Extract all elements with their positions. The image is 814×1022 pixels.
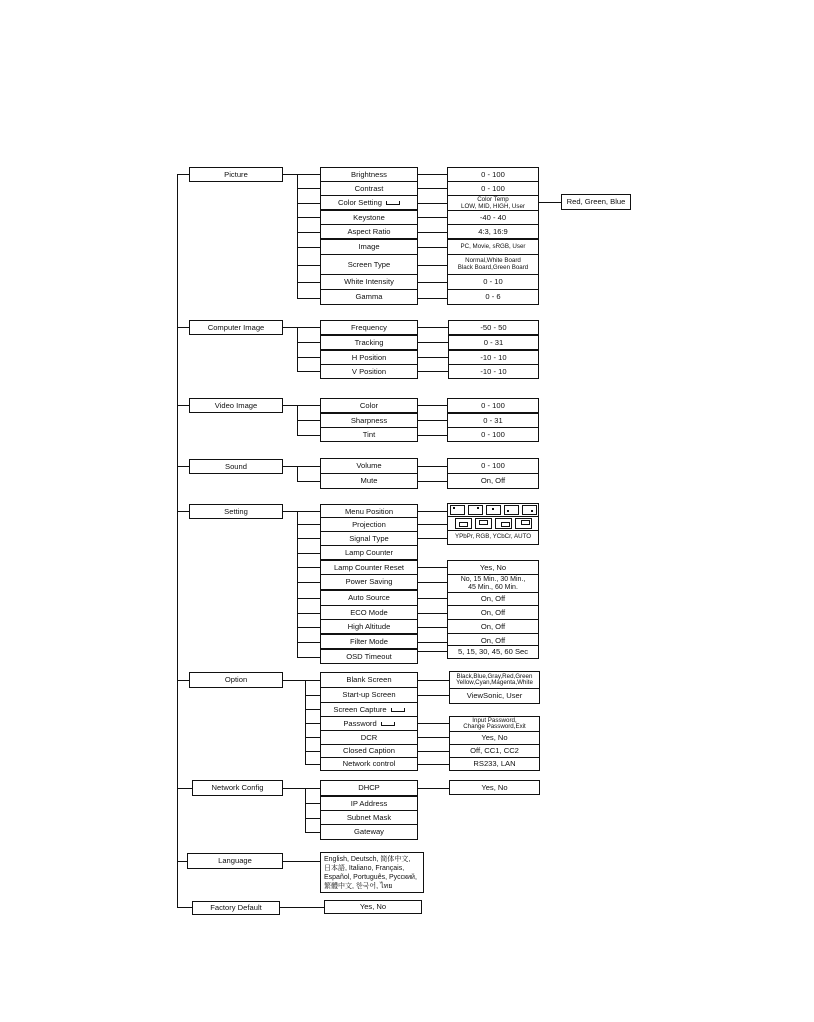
connector — [418, 481, 447, 482]
value-startup-screen: ViewSonic, User — [449, 688, 540, 704]
menu-option[interactable]: Option — [189, 672, 283, 688]
menu-item-eco-mode[interactable]: ECO Mode — [320, 605, 418, 620]
value-lamp-counter-reset: Yes, No — [447, 560, 539, 575]
connector — [297, 420, 320, 421]
connector — [418, 232, 447, 233]
connector — [283, 405, 297, 406]
menu-item-subnet-mask[interactable]: Subnet Mask — [320, 810, 418, 825]
connector — [418, 751, 449, 752]
connector — [177, 174, 189, 175]
menu-position-top-right-icon — [468, 505, 483, 515]
menu-item-image[interactable]: Image — [320, 239, 418, 255]
connector — [297, 265, 320, 266]
menu-item-dcr[interactable]: DCR — [320, 730, 418, 745]
connector — [297, 511, 320, 512]
branch-line — [297, 174, 298, 298]
connector — [305, 818, 320, 819]
connector — [177, 405, 189, 406]
main-trunk-line — [177, 174, 178, 908]
connector — [305, 680, 320, 681]
connector — [297, 188, 320, 189]
menu-item-password[interactable]: Password — [320, 716, 418, 731]
menu-position-bottom-right-icon — [522, 505, 537, 515]
connector — [418, 737, 449, 738]
connector — [297, 435, 320, 436]
connector — [297, 642, 320, 643]
connector — [297, 342, 320, 343]
connector — [539, 202, 561, 203]
connector — [418, 613, 447, 614]
value-signal-type: YPbPr, RGB, YCbCr, AUTO — [447, 530, 539, 545]
connector — [305, 832, 320, 833]
menu-position-top-left-icon — [450, 505, 465, 515]
value-filter-mode: On, Off — [447, 633, 539, 648]
connector — [297, 524, 320, 525]
connector — [418, 342, 448, 343]
connector — [283, 174, 297, 175]
connector — [177, 907, 192, 908]
connector — [297, 598, 320, 599]
connector — [297, 327, 320, 328]
projection-front-ceiling-icon — [475, 518, 492, 529]
connector — [305, 695, 320, 696]
connector — [418, 642, 447, 643]
menu-item-frequency[interactable]: Frequency — [320, 320, 418, 335]
value-keystone: -40 - 40 — [447, 210, 539, 225]
connector — [297, 405, 320, 406]
connector — [418, 174, 447, 175]
connector — [297, 371, 320, 372]
connector — [418, 538, 447, 539]
value-color-temp-user: Red, Green, Blue — [561, 194, 631, 210]
value-gamma: 0 - 6 — [447, 289, 539, 305]
menu-item-lamp-counter[interactable]: Lamp Counter — [320, 545, 418, 560]
connector — [418, 435, 447, 436]
value-auto-source: On, Off — [447, 592, 539, 606]
connector — [418, 567, 447, 568]
menu-item-aspect-ratio[interactable]: Aspect Ratio — [320, 224, 418, 239]
connector — [418, 265, 447, 266]
value-password: Input Password, Change Password,Exit — [449, 716, 540, 732]
value-h-position: -10 - 10 — [448, 350, 539, 365]
menu-item-blank-screen[interactable]: Blank Screen — [320, 672, 418, 688]
menu-item-ip-address[interactable]: IP Address — [320, 796, 418, 811]
menu-item-filter-mode[interactable]: Filter Mode — [320, 634, 418, 649]
value-white-intensity: 0 - 10 — [447, 274, 539, 290]
menu-item-tracking[interactable]: Tracking — [320, 335, 418, 350]
connector — [297, 217, 320, 218]
value-mute: On, Off — [447, 473, 539, 489]
menu-computer-image[interactable]: Computer Image — [189, 320, 283, 335]
connector — [418, 357, 448, 358]
value-aspect-ratio: 4:3, 16:9 — [447, 224, 539, 239]
connector — [418, 680, 449, 681]
value-language-list: English, Deutsch, 简体中文, 日本語, Italiano, Français, Español, Português, Русский, 繁體中文, 한국어, ไทย — [320, 852, 424, 893]
value-image: PC, Movie, sRGB, User — [447, 239, 539, 255]
menu-item-signal-type[interactable]: Signal Type — [320, 531, 418, 546]
value-frequency: -50 - 50 — [448, 320, 539, 335]
branch-line — [305, 788, 306, 832]
connector — [283, 788, 305, 789]
menu-item-screen-capture[interactable]: Screen Capture — [320, 702, 418, 717]
menu-language[interactable]: Language — [187, 853, 283, 869]
connector — [305, 709, 320, 710]
connector — [418, 217, 447, 218]
connector — [177, 327, 189, 328]
value-projection — [447, 516, 539, 531]
menu-item-high-altitude[interactable]: High Altitude — [320, 619, 418, 634]
value-blank-screen: Black,Blue,Gray,Red,Green Yellow,Cyan,Magenta,White — [449, 671, 540, 689]
connector — [305, 764, 320, 765]
connector — [418, 651, 447, 652]
menu-item-osd-timeout[interactable]: OSD Timeout — [320, 649, 418, 664]
menu-item-projection[interactable]: Projection — [320, 517, 418, 532]
connector — [297, 247, 320, 248]
menu-item-mute[interactable]: Mute — [320, 473, 418, 489]
connector — [418, 405, 447, 406]
value-dhcp: Yes, No — [449, 780, 540, 795]
connector — [418, 247, 447, 248]
connector — [297, 613, 320, 614]
menu-video-image[interactable]: Video Image — [189, 398, 283, 413]
connector — [418, 298, 447, 299]
connector — [283, 861, 320, 862]
connector — [177, 861, 187, 862]
connector — [418, 420, 447, 421]
value-screen-type: Normal,White Board Black Board,Green Board — [447, 254, 539, 275]
menu-item-screen-type[interactable]: Screen Type — [320, 254, 418, 275]
value-dcr: Yes, No — [449, 731, 540, 745]
menu-item-gateway[interactable]: Gateway — [320, 824, 418, 840]
menu-item-lamp-counter-reset[interactable]: Lamp Counter Reset — [320, 560, 418, 575]
value-power-saving: No, 15 Min., 30 Min., 45 Min., 60 Min. — [447, 574, 539, 593]
value-volume: 0 - 100 — [447, 458, 539, 474]
connector — [177, 466, 189, 467]
connector — [305, 737, 320, 738]
connector — [418, 582, 447, 583]
menu-item-color-setting[interactable]: Color Setting — [320, 195, 418, 210]
menu-item-closed-caption[interactable]: Closed Caption — [320, 744, 418, 758]
connector — [418, 282, 447, 283]
submenu-return-icon — [391, 708, 405, 712]
menu-item-startup-screen[interactable]: Start-up Screen — [320, 687, 418, 703]
connector — [283, 680, 305, 681]
branch-line — [297, 466, 298, 481]
menu-item-color[interactable]: Color — [320, 398, 418, 413]
menu-item-keystone[interactable]: Keystone — [320, 210, 418, 225]
connector — [418, 788, 449, 789]
menu-item-brightness[interactable]: Brightness — [320, 167, 418, 182]
connector — [283, 327, 297, 328]
branch-line — [297, 511, 298, 657]
menu-item-volume[interactable]: Volume — [320, 458, 418, 474]
connector — [297, 582, 320, 583]
menu-item-tint[interactable]: Tint — [320, 427, 418, 442]
value-contrast: 0 - 100 — [447, 181, 539, 196]
value-factory-default: Yes, No — [324, 900, 422, 914]
connector — [418, 695, 449, 696]
submenu-return-icon — [386, 201, 400, 205]
menu-item-network-control[interactable]: Network control — [320, 757, 418, 771]
connector — [418, 203, 447, 204]
menu-sound[interactable]: Sound — [189, 459, 283, 474]
menu-item-dhcp[interactable]: DHCP — [320, 780, 418, 796]
menu-setting[interactable]: Setting — [189, 504, 283, 519]
branch-line — [297, 327, 298, 371]
connector — [418, 511, 447, 512]
menu-network-config[interactable]: Network Config — [192, 780, 283, 796]
menu-item-menu-position[interactable]: Menu Position — [320, 504, 418, 519]
connector — [418, 327, 448, 328]
connector — [297, 657, 320, 658]
menu-item-auto-source[interactable]: Auto Source — [320, 590, 418, 606]
menu-item-h-position[interactable]: H Position — [320, 350, 418, 365]
value-tracking: 0 - 31 — [448, 335, 539, 350]
menu-item-v-position[interactable]: V Position — [320, 364, 418, 379]
projection-rear-ceiling-icon — [515, 518, 532, 529]
menu-item-gamma[interactable]: Gamma — [320, 289, 418, 305]
connector — [418, 466, 447, 467]
value-closed-caption: Off, CC1, CC2 — [449, 744, 540, 758]
connector — [297, 481, 320, 482]
menu-picture[interactable]: Picture — [189, 167, 283, 182]
connector — [297, 538, 320, 539]
connector — [297, 282, 320, 283]
connector — [418, 764, 449, 765]
value-color-setting: Color Temp LOW, MID, HIGH, User — [447, 195, 539, 212]
connector — [305, 723, 320, 724]
connector — [297, 232, 320, 233]
menu-position-bottom-left-icon — [504, 505, 519, 515]
menu-factory-default[interactable]: Factory Default — [192, 901, 280, 915]
connector — [297, 298, 320, 299]
connector — [283, 511, 297, 512]
value-v-position: -10 - 10 — [448, 364, 539, 379]
connector — [418, 371, 448, 372]
value-tint: 0 - 100 — [447, 427, 539, 442]
connector — [297, 466, 320, 467]
value-eco-mode: On, Off — [447, 605, 539, 620]
connector — [305, 751, 320, 752]
connector — [177, 680, 189, 681]
connector — [283, 466, 297, 467]
connector — [297, 627, 320, 628]
menu-item-white-intensity[interactable]: White Intensity — [320, 274, 418, 290]
value-sharpness: 0 - 31 — [447, 413, 539, 428]
connector — [418, 723, 449, 724]
connector — [297, 567, 320, 568]
value-osd-timeout: 5, 15, 30, 45, 60 Sec — [447, 645, 539, 659]
connector — [280, 907, 324, 908]
menu-item-contrast[interactable]: Contrast — [320, 181, 418, 196]
connector — [297, 357, 320, 358]
connector — [418, 524, 447, 525]
submenu-return-icon — [381, 722, 395, 726]
value-brightness: 0 - 100 — [447, 167, 539, 182]
connector — [418, 188, 447, 189]
connector — [305, 788, 320, 789]
menu-position-center-icon — [486, 505, 501, 515]
value-high-altitude: On, Off — [447, 619, 539, 634]
menu-item-sharpness[interactable]: Sharpness — [320, 413, 418, 428]
connector — [177, 511, 189, 512]
connector — [297, 203, 320, 204]
connector — [297, 553, 320, 554]
connector — [418, 627, 447, 628]
connector — [177, 788, 192, 789]
projection-rear-table-icon — [495, 518, 512, 529]
projection-front-table-icon — [455, 518, 472, 529]
connector — [418, 598, 447, 599]
connector — [297, 174, 320, 175]
menu-item-power-saving[interactable]: Power Saving — [320, 574, 418, 590]
connector — [305, 803, 320, 804]
value-menu-position — [447, 503, 539, 517]
value-network-control: RS233, LAN — [449, 757, 540, 771]
value-color: 0 - 100 — [447, 398, 539, 413]
